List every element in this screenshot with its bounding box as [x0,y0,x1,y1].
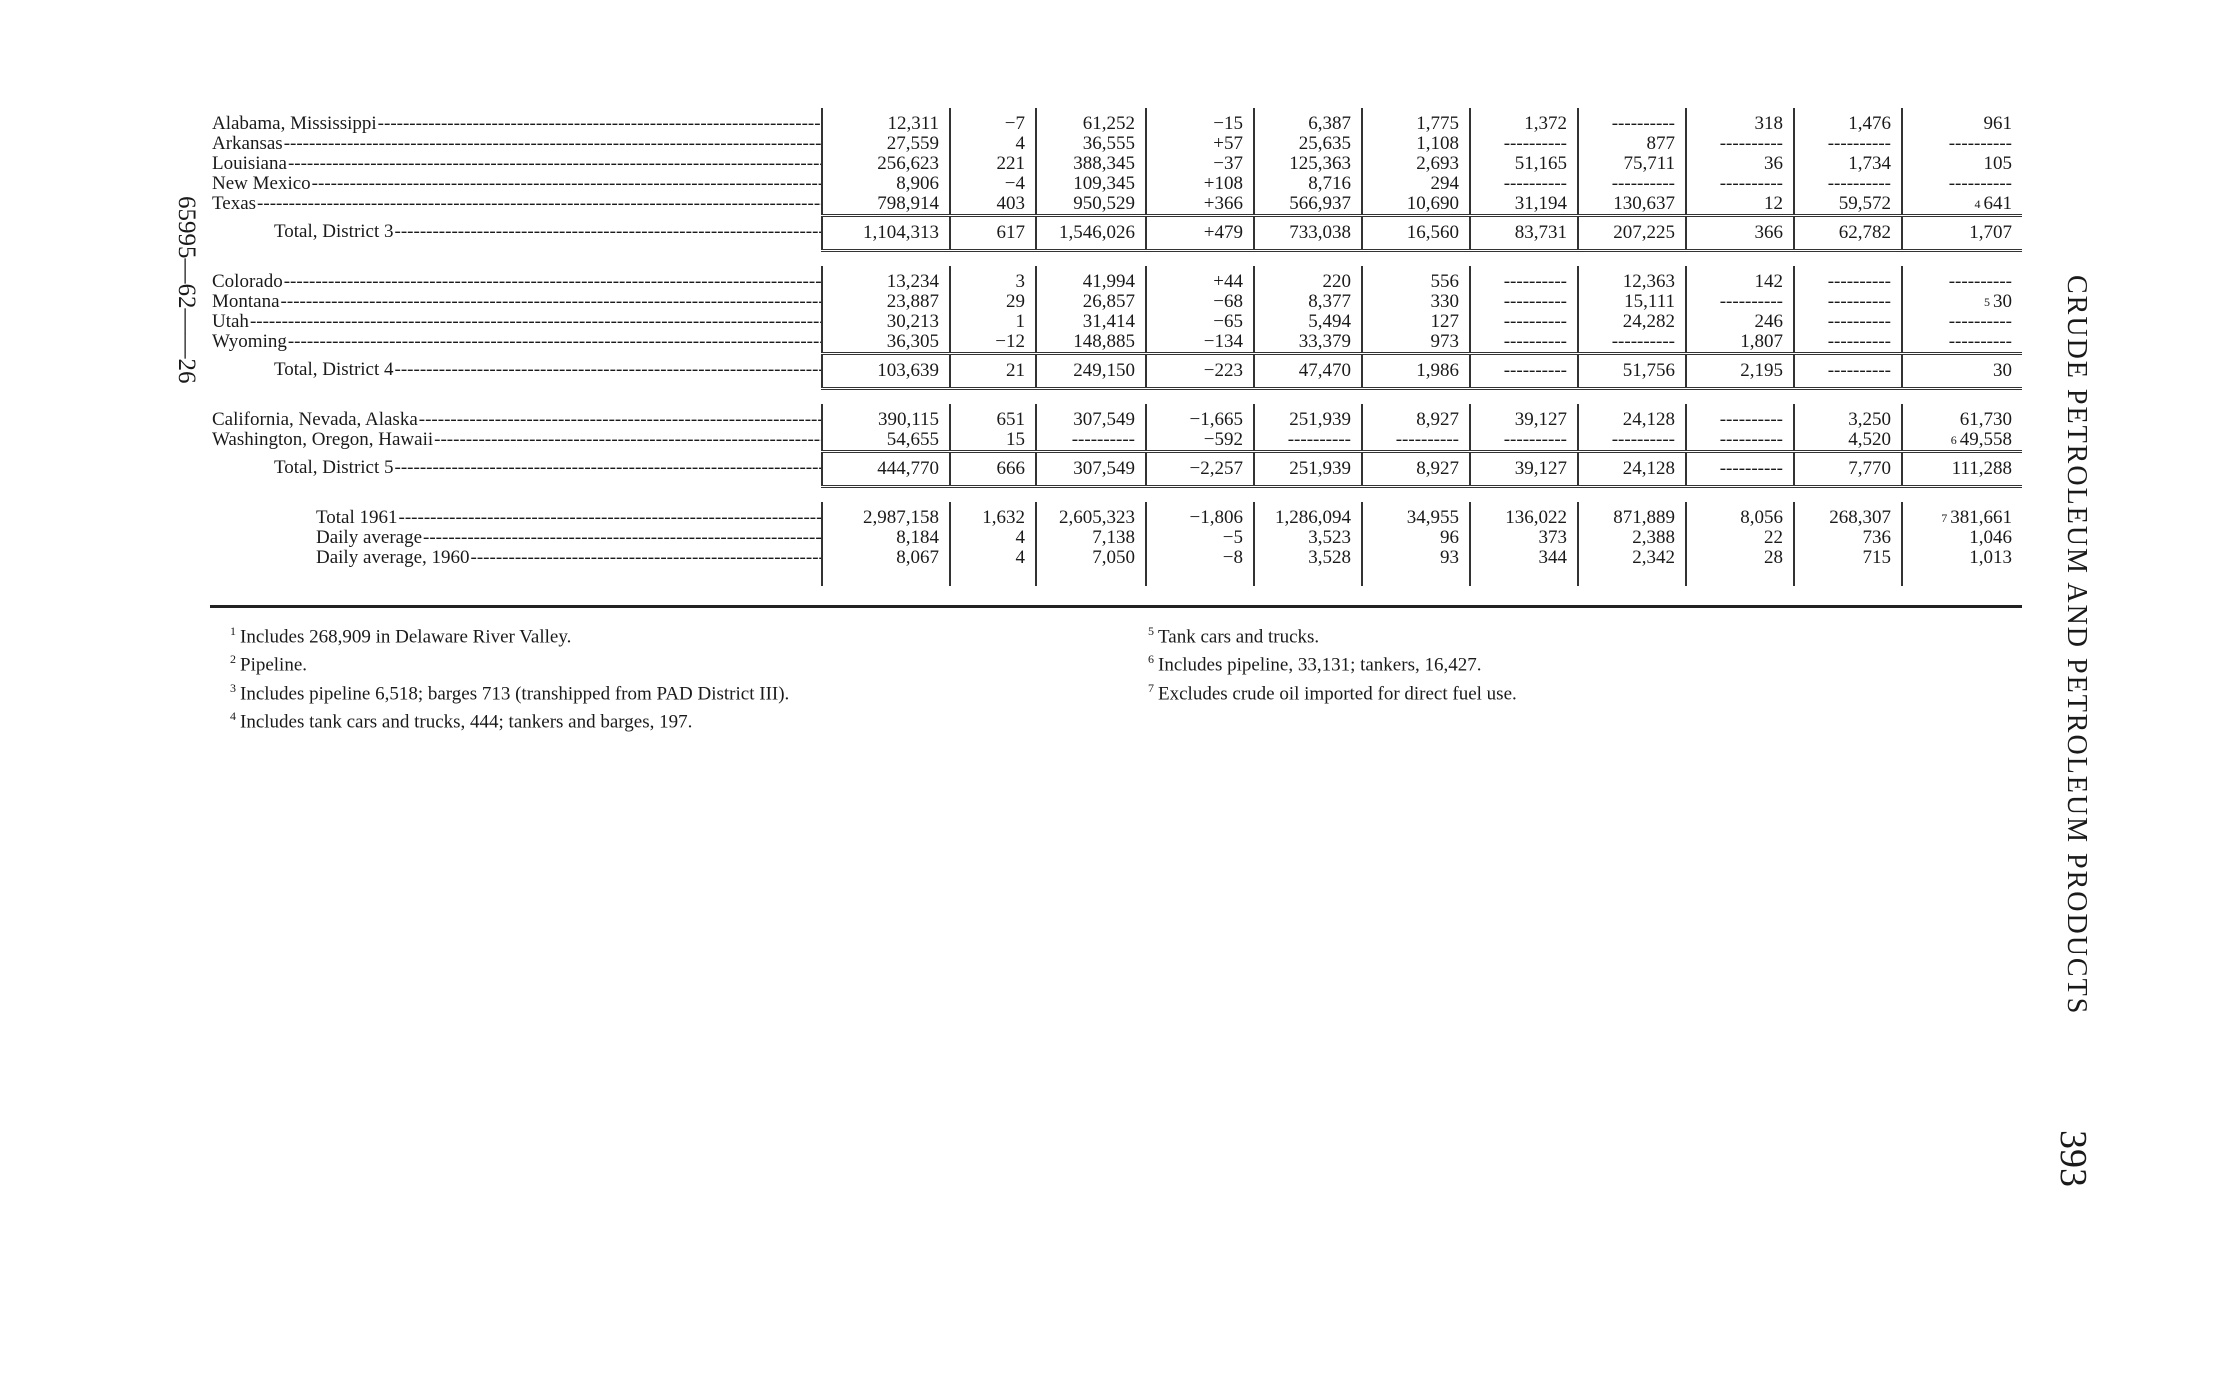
running-title: CRUDE PETROLEUM AND PETROLEUM PRODUCTS [2061,275,2092,1016]
row-label: Total, District 3 ----- [210,216,822,251]
row-label: Alabama, Mississippi ----- [210,108,822,134]
table-row [210,430,2022,452]
cell-col-5 [1254,430,1362,452]
cell-col-8: 15,111 [1578,292,1686,312]
table-total-row [210,354,2022,389]
cell-col-6: 1,108 [1362,134,1470,154]
cell-col-1: 27,559 [822,134,950,154]
row-label: Washington, Oregon, Hawaii ----- [210,430,822,452]
table-row [210,266,2022,292]
footnote: $^5$ Tank cars and trucks. [1148,624,1320,648]
row-label: Montana ----- [210,292,822,312]
table-row [210,548,2022,586]
cell-col-1: 798,914 [822,194,950,216]
table-row [210,502,2022,528]
cell-col-10 [1794,134,1902,154]
cell-col-9: 366 [1686,216,1794,251]
cell-col-6: 1,775 [1362,108,1470,134]
row-spacer [210,251,2022,267]
cell-col-10 [1794,332,1902,354]
cell-col-8: 877 [1578,134,1686,154]
row-label: Daily average ----- [210,528,822,548]
footnote: $^1$ Includes 268,909 in Delaware River Valley. [230,624,572,648]
cell-col-3: 249,150 [1036,354,1146,389]
cell-col-8 [1578,174,1686,194]
cell-col-3: 31,414 [1036,312,1146,332]
row-label: Total 1961 ----- [210,502,822,528]
cell-col-10 [1794,292,1902,312]
cell-col-2: −4 [950,174,1036,194]
cell-col-8: 24,282 [1578,312,1686,332]
table-row [210,312,2022,332]
cell-col-4: +366 [1146,194,1254,216]
row-label: Arkansas ----- [210,134,822,154]
cell-col-2: −12 [950,332,1036,354]
cell-col-4: −223 [1146,354,1254,389]
cell-col-11: 1,046 [1902,528,2022,548]
cell-col-8: 24,128 [1578,452,1686,487]
table-row [210,194,2022,216]
cell-col-5: 566,937 [1254,194,1362,216]
cell-col-8: 2,342 [1578,548,1686,586]
footnote-mark: 4 [1974,197,1981,211]
cell-col-9 [1686,292,1794,312]
cell-col-3: 36,555 [1036,134,1146,154]
cell-col-3: 41,994 [1036,266,1146,292]
cell-col-4: −592 [1146,430,1254,452]
cell-col-6: 10,690 [1362,194,1470,216]
cell-col-6: 93 [1362,548,1470,586]
cell-col-4: −65 [1146,312,1254,332]
cell-col-1: 36,305 [822,332,950,354]
cell-col-3: 307,549 [1036,452,1146,487]
cell-col-10: 3,250 [1794,404,1902,430]
cell-col-2: 4 [950,134,1036,154]
cell-col-2: 1,632 [950,502,1036,528]
cell-col-1: 2,987,158 [822,502,950,528]
cell-col-7 [1470,430,1578,452]
table-row [210,154,2022,174]
cell-col-7 [1470,312,1578,332]
cell-col-3: 7,050 [1036,548,1146,586]
cell-col-1: 23,887 [822,292,950,312]
cell-col-10: 62,782 [1794,216,1902,251]
cell-col-8: 51,756 [1578,354,1686,389]
footnote: $^4$ Includes tank cars and trucks, 444; tankers and barges, 197. [230,708,693,733]
table-row [210,108,2022,134]
table-row [210,528,2022,548]
cell-col-11 [1902,174,2022,194]
cell-col-9: 246 [1686,312,1794,332]
cell-col-5: 25,635 [1254,134,1362,154]
footnote: $^2$ Pipeline. [230,652,308,676]
cell-col-2: 651 [950,404,1036,430]
cell-col-7: 373 [1470,528,1578,548]
cell-col-7 [1470,134,1578,154]
cell-col-4: +44 [1146,266,1254,292]
cell-col-10: 1,734 [1794,154,1902,174]
cell-col-9: 28 [1686,548,1794,586]
cell-col-6: 1,986 [1362,354,1470,389]
cell-col-7 [1470,354,1578,389]
cell-col-6: 973 [1362,332,1470,354]
cell-col-4: −2,257 [1146,452,1254,487]
footnotes-left [230,620,789,733]
cell-col-9 [1686,174,1794,194]
row-spacer [210,487,2022,503]
cell-col-3: 1,546,026 [1036,216,1146,251]
cell-col-10 [1794,266,1902,292]
row-label: Wyoming ----- [210,332,822,354]
cell-col-5: 1,286,094 [1254,502,1362,528]
cell-col-5: 220 [1254,266,1362,292]
cell-col-10: 268,307 [1794,502,1902,528]
cell-col-10: 715 [1794,548,1902,586]
table-total-row [210,452,2022,487]
cell-col-5: 47,470 [1254,354,1362,389]
cell-col-8: 24,128 [1578,404,1686,430]
cell-col-6: 330 [1362,292,1470,312]
table-total-row [210,216,2022,251]
row-label: Texas ----- [210,194,822,216]
cell-col-10: 7,770 [1794,452,1902,487]
cell-col-11: 30 [1902,354,2022,389]
cell-col-1: 256,623 [822,154,950,174]
cell-col-6: 34,955 [1362,502,1470,528]
cell-col-7: 31,194 [1470,194,1578,216]
cell-col-9 [1686,404,1794,430]
footnote: $^6$ Includes pipeline, 33,131; tankers, 16,427. [1148,652,1482,676]
cell-col-8: 12,363 [1578,266,1686,292]
cell-col-4: −5 [1146,528,1254,548]
cell-col-5: 251,939 [1254,404,1362,430]
cell-col-8 [1578,108,1686,134]
cell-col-1: 13,234 [822,266,950,292]
cell-col-2: 3 [950,266,1036,292]
cell-col-5: 8,377 [1254,292,1362,312]
cell-col-11: 111,288 [1902,452,2022,487]
cell-col-9 [1686,134,1794,154]
cell-col-2: 221 [950,154,1036,174]
table-row [210,292,2022,312]
cell-col-11 [1902,312,2022,332]
cell-col-4: −1,665 [1146,404,1254,430]
cell-col-10: 1,476 [1794,108,1902,134]
row-label: Daily average, 1960 ----- [210,548,822,586]
page-number: 393 [2052,1130,2094,1187]
cell-col-9: 142 [1686,266,1794,292]
footnote: $^3$ Includes pipeline 6,518; barges 713 (transhipped from PAD District III). [230,680,790,704]
cell-col-8 [1578,332,1686,354]
cell-col-9: 12 [1686,194,1794,216]
cell-col-11: $^7$ 381,661 [1902,502,2022,528]
cell-col-1: 1,104,313 [822,216,950,251]
cell-col-3: 388,345 [1036,154,1146,174]
cell-col-6: 16,560 [1362,216,1470,251]
cell-col-6: 556 [1362,266,1470,292]
print-code: 65995—62——26 [173,196,200,384]
cell-col-3: 109,345 [1036,174,1146,194]
cell-col-10: 59,572 [1794,194,1902,216]
cell-col-5: 5,494 [1254,312,1362,332]
cell-col-9: 2,195 [1686,354,1794,389]
cell-col-5: 125,363 [1254,154,1362,174]
cell-col-8: 2,388 [1578,528,1686,548]
cell-col-9: 1,807 [1686,332,1794,354]
cell-col-1: 8,906 [822,174,950,194]
cell-col-10 [1794,354,1902,389]
cell-col-4: −1,806 [1146,502,1254,528]
cell-col-11: $^6$ 49,558 [1902,430,2022,452]
table-row [210,174,2022,194]
cell-col-2: −7 [950,108,1036,134]
cell-col-10 [1794,174,1902,194]
cell-col-6 [1362,430,1470,452]
cell-col-6: 294 [1362,174,1470,194]
data-table [210,108,2022,586]
cell-col-7 [1470,266,1578,292]
cell-col-8: 130,637 [1578,194,1686,216]
cell-col-9 [1686,430,1794,452]
cell-col-11: 1,013 [1902,548,2022,586]
cell-col-3: 307,549 [1036,404,1146,430]
cell-col-1: 444,770 [822,452,950,487]
footnotes-right [1148,620,1517,705]
cell-col-1: 54,655 [822,430,950,452]
cell-col-2: 4 [950,528,1036,548]
cell-col-2: 1 [950,312,1036,332]
cell-col-11: 61,730 [1902,404,2022,430]
cell-col-2: 617 [950,216,1036,251]
cell-col-11: $^4$ 641 [1902,194,2022,216]
cell-col-1: 390,115 [822,404,950,430]
cell-col-9: 8,056 [1686,502,1794,528]
cell-col-3: 26,857 [1036,292,1146,312]
row-label: New Mexico ----- [210,174,822,194]
table-row [210,332,2022,354]
cell-col-6: 127 [1362,312,1470,332]
footnote-mark: 7 [1941,511,1948,525]
cell-col-8: 871,889 [1578,502,1686,528]
cell-col-11: 105 [1902,154,2022,174]
cell-col-4: −134 [1146,332,1254,354]
cell-col-2: 21 [950,354,1036,389]
cell-col-8 [1578,430,1686,452]
cell-col-6: 8,927 [1362,452,1470,487]
cell-col-7: 1,372 [1470,108,1578,134]
cell-col-3: 950,529 [1036,194,1146,216]
cell-col-11 [1902,266,2022,292]
table-row [210,134,2022,154]
cell-col-7: 83,731 [1470,216,1578,251]
table-row [210,404,2022,430]
cell-col-4: −15 [1146,108,1254,134]
cell-col-9: 36 [1686,154,1794,174]
row-label: Total, District 4 ----- [210,354,822,389]
cell-col-4: −68 [1146,292,1254,312]
table-bottom-rule [210,605,2022,608]
cell-col-2: 666 [950,452,1036,487]
footnote-mark: 6 [1950,433,1957,447]
cell-col-4: −8 [1146,548,1254,586]
cell-col-7: 51,165 [1470,154,1578,174]
cell-col-8: 207,225 [1578,216,1686,251]
cell-col-6: 96 [1362,528,1470,548]
cell-col-10 [1794,312,1902,332]
cell-col-7 [1470,174,1578,194]
row-label: California, Nevada, Alaska ----- [210,404,822,430]
cell-col-1: 8,067 [822,548,950,586]
cell-col-2: 403 [950,194,1036,216]
cell-col-7: 344 [1470,548,1578,586]
cell-col-7: 39,127 [1470,452,1578,487]
cell-col-5: 33,379 [1254,332,1362,354]
cell-col-5: 733,038 [1254,216,1362,251]
row-label: Colorado ----- [210,266,822,292]
cell-col-7 [1470,292,1578,312]
cell-col-4: +479 [1146,216,1254,251]
cell-col-9: 22 [1686,528,1794,548]
cell-col-2: 4 [950,548,1036,586]
cell-col-3: 61,252 [1036,108,1146,134]
cell-col-11 [1902,332,2022,354]
cell-col-6: 2,693 [1362,154,1470,174]
cell-col-7 [1470,332,1578,354]
cell-col-10: 736 [1794,528,1902,548]
footnote: $^7$ Excludes crude oil imported for direct fuel use. [1148,680,1517,704]
row-label: Total, District 5 ----- [210,452,822,487]
cell-col-5: 3,528 [1254,548,1362,586]
cell-col-5: 251,939 [1254,452,1362,487]
footnote-mark: 5 [1984,295,1990,309]
cell-col-4: −37 [1146,154,1254,174]
cell-col-3: 148,885 [1036,332,1146,354]
cell-col-11 [1902,134,2022,154]
cell-col-9 [1686,452,1794,487]
cell-col-10: 4,520 [1794,430,1902,452]
cell-col-7: 136,022 [1470,502,1578,528]
cell-col-7: 39,127 [1470,404,1578,430]
cell-col-11: 1,707 [1902,216,2022,251]
cell-col-4: +57 [1146,134,1254,154]
cell-col-11: $^5$ 30 [1902,292,2022,312]
cell-col-5: 6,387 [1254,108,1362,134]
cell-col-3: 7,138 [1036,528,1146,548]
cell-col-3: 2,605,323 [1036,502,1146,528]
cell-col-2: 15 [950,430,1036,452]
cell-col-1: 8,184 [822,528,950,548]
cell-col-5: 3,523 [1254,528,1362,548]
cell-col-11: 961 [1902,108,2022,134]
cell-col-6: 8,927 [1362,404,1470,430]
cell-col-1: 103,639 [822,354,950,389]
cell-col-9: 318 [1686,108,1794,134]
cell-col-4: +108 [1146,174,1254,194]
cell-col-1: 12,311 [822,108,950,134]
cell-col-1: 30,213 [822,312,950,332]
row-label: Utah ----- [210,312,822,332]
row-label: Louisiana ----- [210,154,822,174]
cell-col-3 [1036,430,1146,452]
row-spacer [210,389,2022,405]
cell-col-5: 8,716 [1254,174,1362,194]
cell-col-2: 29 [950,292,1036,312]
cell-col-8: 75,711 [1578,154,1686,174]
